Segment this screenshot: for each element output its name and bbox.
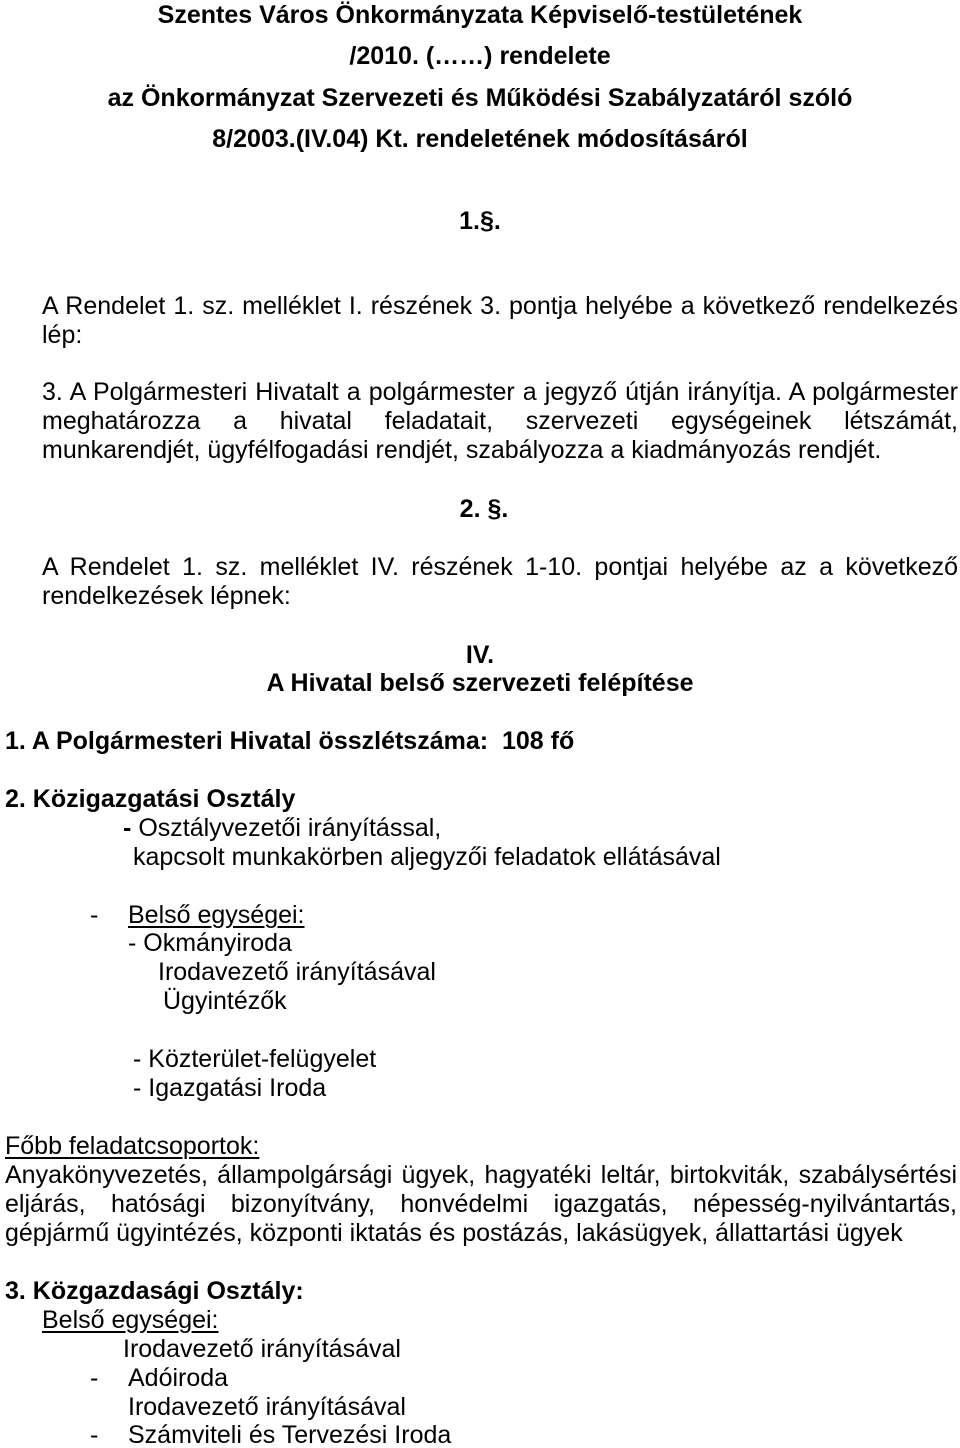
unit-adoiroda-dash: - [90, 1364, 99, 1392]
unit-adoiroda: Adóiroda [128, 1364, 229, 1392]
unit-adoiroda-lead: Irodavezető irányításával [128, 1393, 406, 1421]
title-line-4: 8/2003.(IV.04) Kt. rendeletének módosításáról [212, 125, 748, 153]
section-2-heading: 2. §. [459, 495, 509, 523]
unit-okmanyiroda: - Okmányiroda [128, 929, 292, 957]
section-2-intro-line: rendelkezések lépnek: [42, 582, 291, 610]
section-1-intro-line: A Rendelet 1. sz. melléklet I. részének 3. pontja helyébe a következő rendelkezés [42, 292, 958, 320]
point-3-line: meghatározza a hivatal feladatait, szervezeti egységeinek létszámát, [42, 407, 958, 435]
department-2-units-dash: - [90, 901, 99, 929]
unit-igazgatasi-iroda: - Igazgatási Iroda [133, 1074, 327, 1102]
title-line-1: Szentes Város Önkormányzata Képviselő-testületének [157, 1, 803, 29]
tasks-line: Anyakönyvezetés, állampolgársági ügyek, hagyatéki leltár, birtokviták, szabálysértési [5, 1161, 957, 1189]
leadership-dash: - [123, 814, 132, 842]
title-line-3: az Önkormányzat Szervezeti és Működési Szabályzatáról szóló [107, 84, 853, 112]
leadership-text: Osztályvezetői irányítással, [138, 814, 442, 842]
unit-okmanyiroda-staff: Ügyintézők [163, 987, 287, 1015]
tasks-line: gépjármű ügyintézés, központi iktatás és postázás, lakásügyek, állattartási ügyek [5, 1219, 903, 1247]
department-3-title: 3. Közgazdasági Osztály: [5, 1277, 304, 1305]
headcount-line: 1. A Polgármesteri Hivatal összlétszáma: 108 fő [5, 727, 575, 755]
section-2-intro-line: A Rendelet 1. sz. melléklet IV. részének 1-10. pontjai helyébe az a következő [42, 553, 958, 581]
point-3-line: munkarendjét, ügyfélfogadási rendjét, szabályozza a kiadmányozás rendjét. [42, 436, 882, 464]
unit-szamviteli-iroda: Számviteli és Tervezési Iroda [128, 1421, 452, 1448]
section-1-heading: 1.§. [459, 207, 501, 235]
section-1-intro-line: lép: [42, 321, 83, 349]
tasks-line: eljárás, hatósági bizonyítvány, honvédelmi igazgatás, népesség-nyilvántartás, [5, 1190, 957, 1218]
department-2-leadership [123, 814, 441, 843]
part-title: A Hivatal belső szervezeti felépítése [266, 669, 694, 697]
department-2-units-label: Belső egységei: [128, 901, 305, 929]
title-line-2: /2010. (……) rendelete [349, 42, 611, 70]
tasks-label: Főbb feladatcsoportok: [5, 1132, 260, 1160]
unit-okmanyiroda-lead: Irodavezető irányításával [158, 958, 436, 986]
department-2-title: 2. Közigazgatási Osztály [5, 785, 296, 813]
unit-kozterulet-felugyelet: - Közterület-felügyelet [133, 1045, 377, 1073]
part-number: IV. [465, 641, 495, 669]
point-3-line: 3. A Polgármesteri Hivatalt a polgármester a jegyző útján irányítja. A polgármester [42, 378, 958, 406]
department-2-leadership-cont: kapcsolt munkakörben aljegyzői feladatok ellátásával [133, 843, 721, 871]
department-3-units-lead: Irodavezető irányításával [123, 1335, 401, 1363]
department-3-units-label: Belső egységei: [42, 1306, 219, 1334]
unit-szamviteli-dash: - [90, 1421, 99, 1448]
